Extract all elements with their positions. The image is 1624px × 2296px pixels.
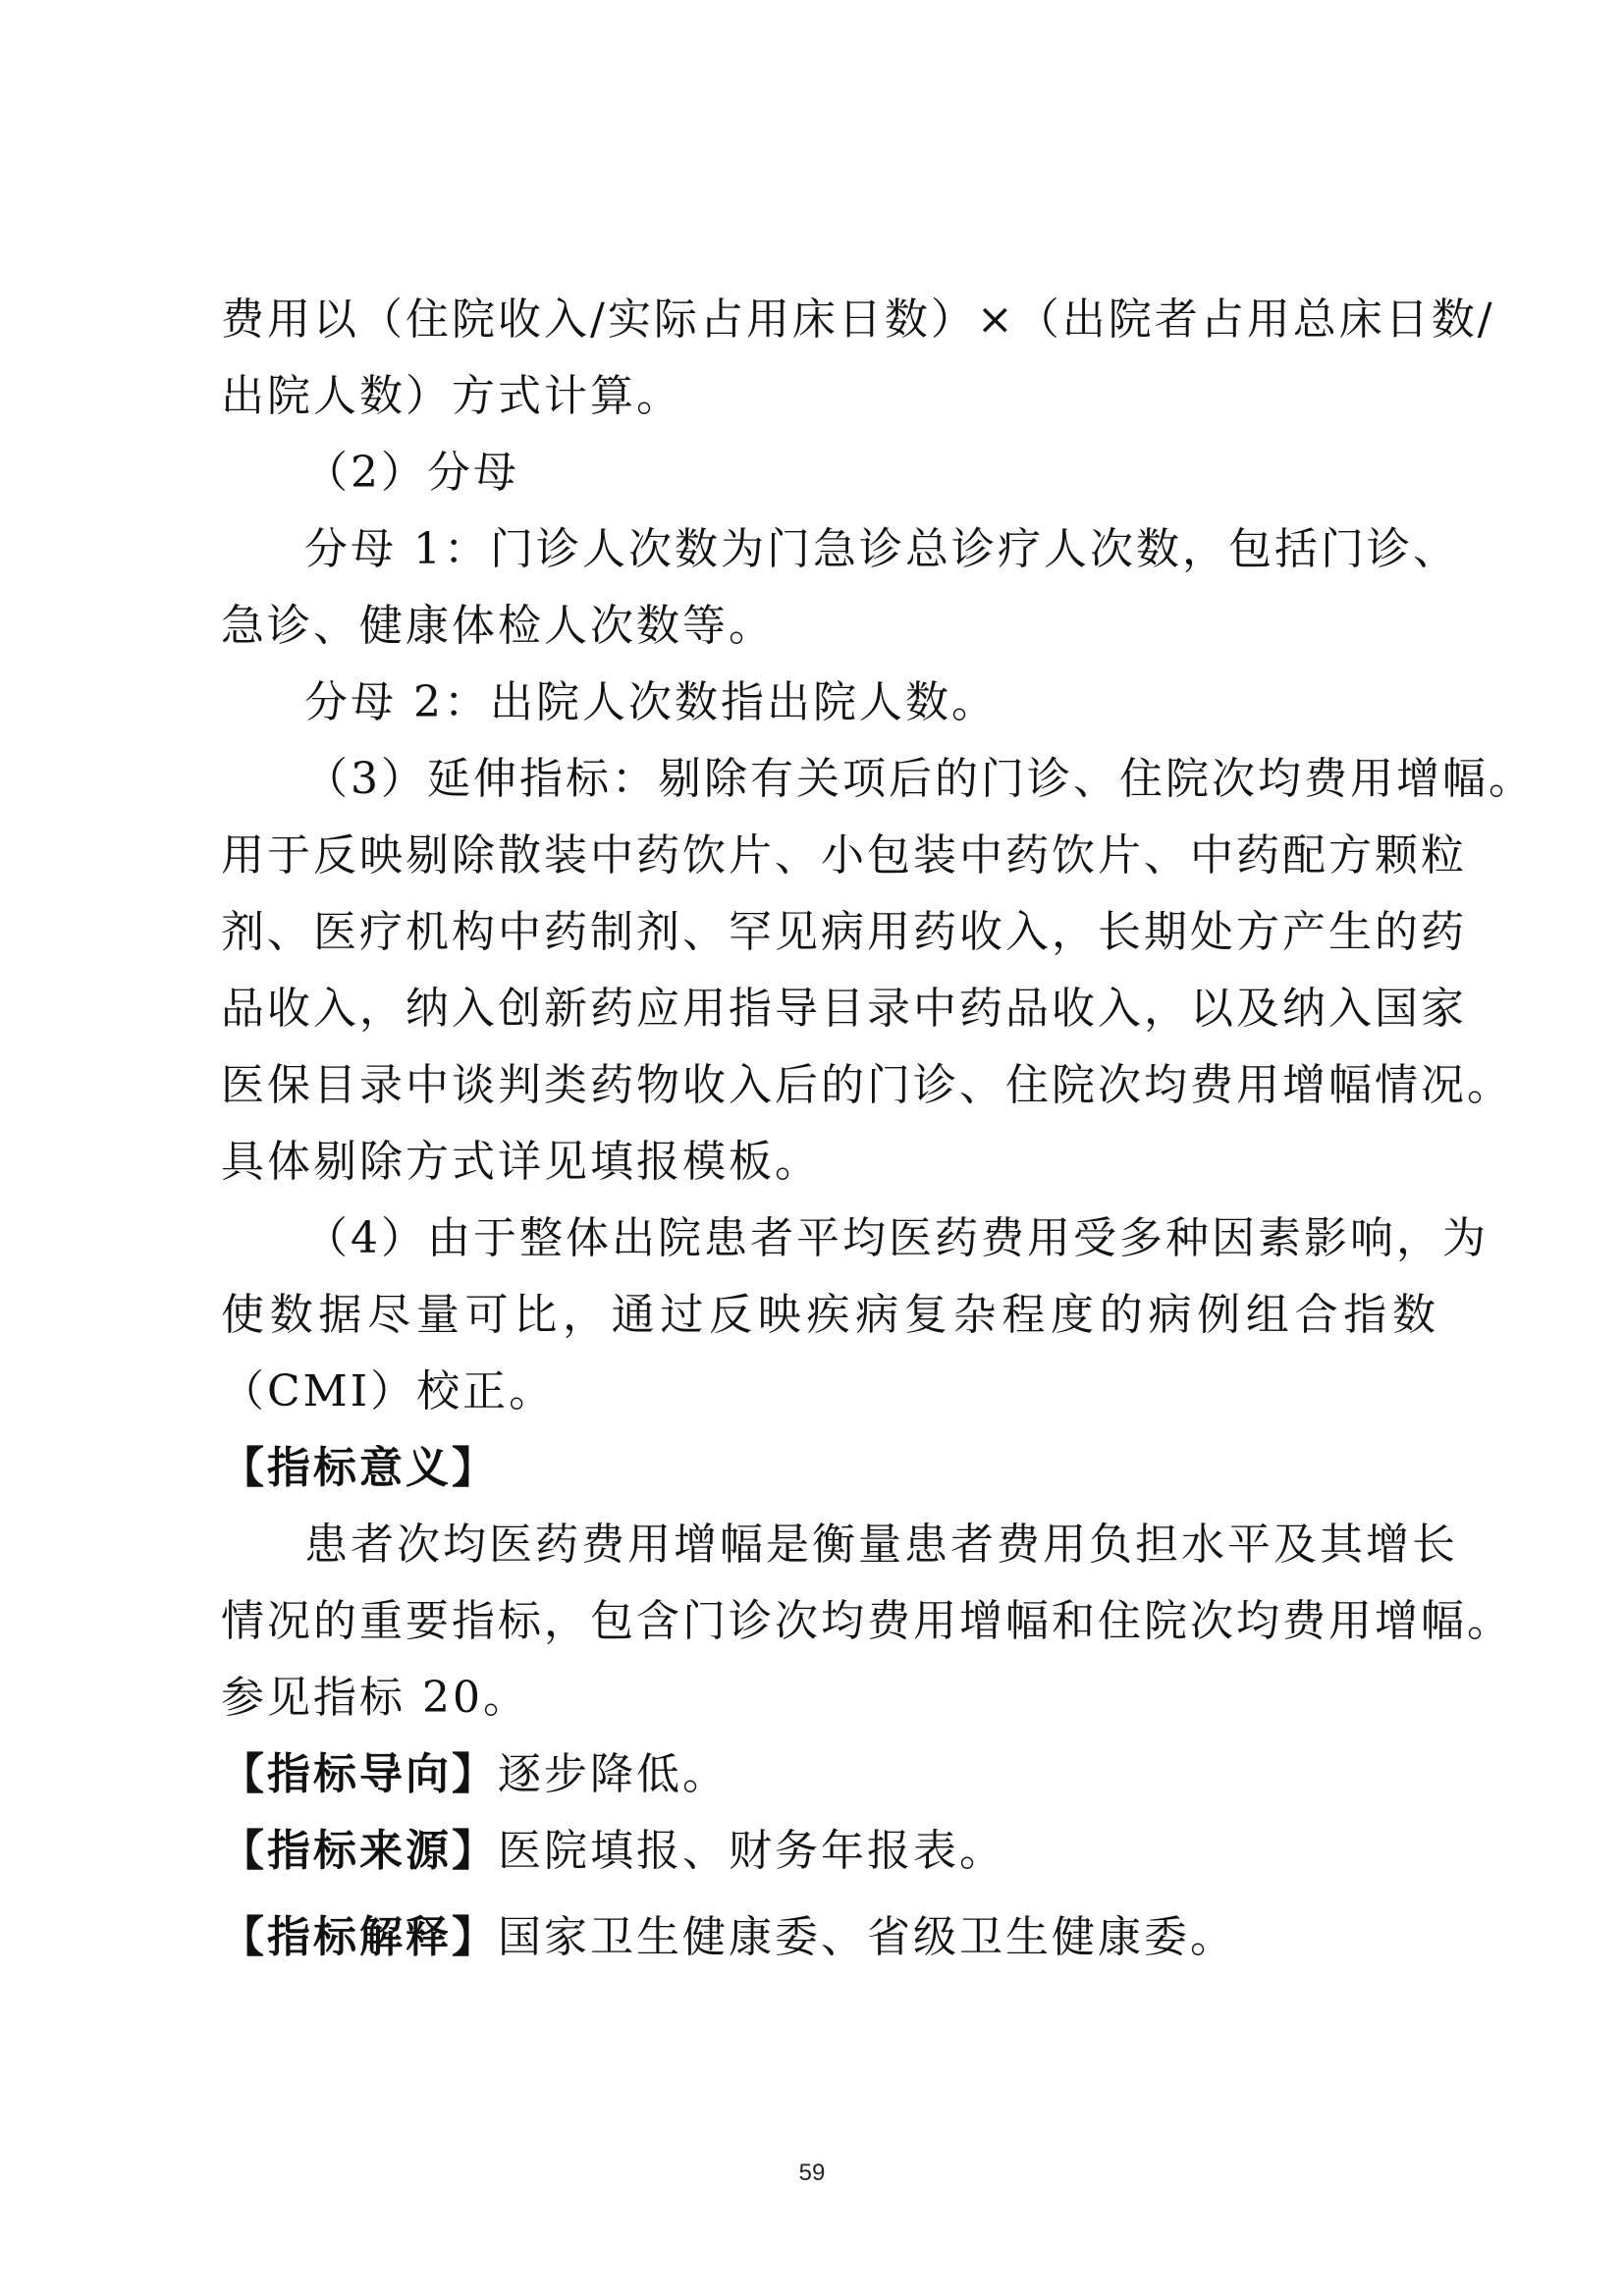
- body-line-denominator-1-cont: 急诊、健康体检人次数等。: [221, 601, 775, 651]
- meaning-line-3: 参见指标 20。: [221, 1673, 529, 1723]
- body-line-extension-6: 具体剔除方式详见填报模板。: [221, 1137, 821, 1187]
- source-text: 医院填报、财务年报表。: [498, 1826, 1005, 1876]
- body-line-cmi-2: 使数据尽量可比，通过反映疾病复杂程度的病例组合指数: [221, 1290, 1438, 1340]
- source-row: [221, 1822, 1438, 1881]
- body-line-extension: （3）延伸指标：剔除有关项后的门诊、住院次均费用增幅。: [304, 754, 1535, 804]
- body-line-denominator-2: 分母 2：出院人次数指出院人数。: [304, 677, 998, 727]
- meaning-line-2: 情况的重要指标，包含门诊次均费用增幅和住院次均费用增幅。: [221, 1596, 1513, 1646]
- body-line-2: 出院人数）方式计算。: [221, 371, 682, 421]
- heading-indicator-direction: 【指标导向】: [221, 1749, 498, 1799]
- subheading-denominator: （2）分母: [304, 448, 519, 498]
- meaning-line-1: 患者次均医药费用增幅是衡量患者费用负担水平及其增长: [304, 1520, 1458, 1570]
- body-line-extension-2: 用于反映剔除散装中药饮片、小包装中药饮片、中药配方颗粒: [221, 830, 1467, 881]
- body-line-cmi-3: （CMI）校正。: [221, 1366, 556, 1416]
- page-number: 59: [798, 2160, 826, 2186]
- heading-indicator-source: 【指标来源】: [221, 1826, 498, 1876]
- body-line-extension-3: 剂、医疗机构中药制剂、罕见病用药收入，长期处方产生的药: [221, 907, 1467, 957]
- body-line-extension-5: 医保目录中谈判类药物收入后的门诊、住院次均费用增幅情况。: [221, 1060, 1513, 1110]
- body-line-cmi-1: （4）由于整体出院患者平均医药费用受多种因素影响，为: [304, 1213, 1489, 1263]
- body-line-1: 费用以（住院收入/实际占用床日数）×（出院者占用总床日数/: [221, 294, 1495, 345]
- heading-indicator-meaning: 【指标意义】: [221, 1443, 498, 1493]
- body-line-denominator-1: 分母 1：门诊人次数为门急诊总诊疗人次数，包括门诊、: [304, 524, 1459, 574]
- interpretation-row: [221, 1908, 1438, 1967]
- direction-text: 逐步降低。: [498, 1749, 729, 1799]
- heading-indicator-interpretation: 【指标解释】: [221, 1912, 498, 1962]
- body-line-extension-4: 品收入，纳入创新药应用指导目录中药品收入，以及纳入国家: [221, 984, 1467, 1034]
- direction-row: [221, 1745, 1438, 1804]
- interpretation-text: 国家卫生健康委、省级卫生健康委。: [498, 1912, 1236, 1962]
